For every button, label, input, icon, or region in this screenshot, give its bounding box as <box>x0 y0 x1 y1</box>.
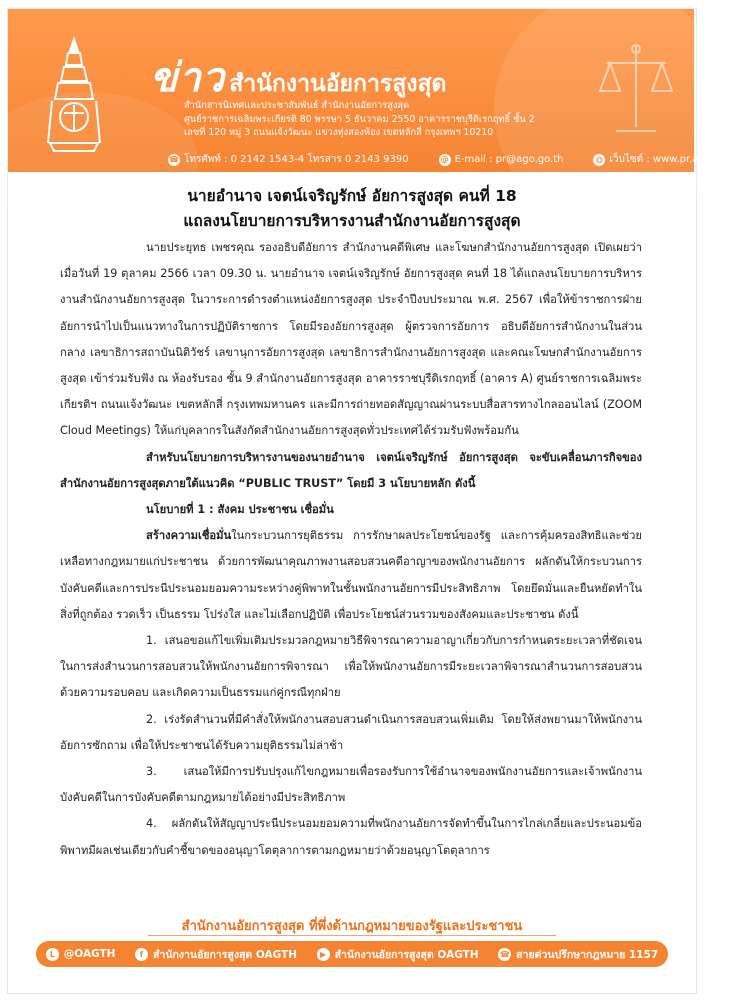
scales-of-justice-icon <box>596 39 676 139</box>
policy-heading <box>60 497 642 523</box>
footer-slogan: สำนักงานอัยการสูงสุด ที่พึ่งด้านกฎหมายของรัฐและประชาชน <box>181 919 523 934</box>
facebook-name[interactable]: สำนักงานอัยการสูงสุด OAGTH <box>153 948 298 961</box>
paragraph-policy-overview <box>60 445 642 497</box>
header-banner <box>8 9 740 172</box>
contact-row <box>168 152 740 167</box>
line-handle[interactable]: @OAGTH <box>63 948 116 960</box>
phone-icon: ☎ <box>499 949 510 959</box>
policy-overview-text: สำหรับนโยบายการบริหารงานของนายอำนาจ เจตน์เจริญรักษ์ อัยการสูงสุด จะขับเคลื่อนภารกิจของสำนักงานอัยการสูงสุดภายใต้แนวคิด “PUBLIC TRUST” โดยมี 3 นโยบายหลัก ดังนี้ <box>60 450 642 490</box>
contact-email[interactable] <box>439 152 564 167</box>
policy-1-title: นโยบายที่ 1 : สังคม ประชาชน เชื่อมั่น <box>146 503 334 517</box>
hotline-text[interactable]: สายด่วนปรึกษากฎหมาย 1157 <box>516 948 659 961</box>
footer-divider <box>148 935 556 936</box>
list-item: 3. เสนอให้มีการปรับปรุงแก้ไขกฎหมายเพื่อรองรับการใช้อำนาจของพนักงานอัยการและเจ้าพนักงานบังคับคดีในการบังคับคดีตามกฎหมายได้อย่างมีประสิทธิภาพ <box>60 765 642 805</box>
brand-news-label: ข่าว <box>150 55 226 101</box>
list-item: 1. เสนอขอแก้ไขเพิ่มเติมประมวลกฎหมายวิธีพิจารณาความอาญาเกี่ยวกับการกำหนดระยะเวลาที่ชัดเจนในการส่งสำนวนการสอบสวนให้พนักงานอัยการพิจารณา เพื่อให้พนักงานอัยการมีระยะเวลาพิจารณาสำนวนการสอบสวนด้วยความรอบคอบ และเกิดความเป็นธรรมแก่คู่กรณีทุกฝ่าย <box>60 634 642 700</box>
headline-line-2: แถลงนโยบายการบริหารงานสำนักงานอัยการสูงสุด <box>183 212 521 230</box>
policy-1-text: ในกระบวนการยุติธรรม การรักษาผลประโยชน์ของรัฐ และการคุ้มครองสิทธิและช่วยเหลือทางกฎหมายแก่ประชาชน ด้วยการพัฒนาคุณภาพงานสอบสวนคดีอาญาของพนักงานอัยการ ผลักดันให้กระบวนการบังคับคดีและการประนีประนอมยอมความระหว่างคู่พิพาทในชั้นพนักงานอัยการมีประสิทธิภาพ โดยยึดมั่นและยืนหยัดทำในสิ่งที่ถูกต้อง รวดเร็ว เป็นธรรม โปร่งใส และไม่เลือกปฏิบัติ เพื่อประโยชน์ส่วนรวมของสังคมและประชาชน ดังนี้ <box>60 529 642 621</box>
contact-website[interactable] <box>593 152 739 167</box>
email-text[interactable]: E-mail : pr@ago.go.th <box>454 154 564 165</box>
youtube-name[interactable]: สำนักงานอัยการสูงสุด OAGTH <box>334 948 479 961</box>
footer-line-account[interactable] <box>46 948 116 961</box>
policy-1-lead: สร้างความเชื่อมั่น <box>146 529 232 543</box>
youtube-icon: ▶ <box>317 948 330 961</box>
office-address <box>184 99 535 140</box>
line-icon: L <box>46 948 59 961</box>
paragraph-policy-1 <box>60 523 642 628</box>
footer-social-bar <box>36 941 668 967</box>
contact-phone <box>168 152 409 167</box>
website-text[interactable]: เว็บไซต์ : www.pr.ago.go.th <box>609 154 740 165</box>
address-line: ศูนย์ราชการเฉลิมพระเกียรติ 80 พรรษา 5 ธันวาคม 2550 อาคารราชบุรีดิเรกฤทธิ์ ชั้น 2 <box>184 113 535 125</box>
list-item: 4. ผลักดันให้สัญญาประนีประนอมยอมความที่พนักงานอัยการจัดทำขึ้นในการไกล่เกลี่ยและประนอมข้อพิพาทมีผลเช่นเดียวกับคำชี้ขาดของอนุญาโตตุลาการตามกฎหมายว่าด้วยอนุญาโตตุลาการ <box>60 817 642 857</box>
list-item: 2. เร่งรัดสำนวนที่มีคำสั่งให้พนักงานสอบสวนดำเนินการสอบสวนเพิ่มเติม โดยให้ส่งพยานมาให้พนักงานอัยการซักถาม เพื่อให้ประชาชนได้รับความยุติธรรมไม่ล่าช้า <box>60 712 642 752</box>
paragraph-intro: นายประยุทธ เพชรคุณ รองอธิบดีอัยการ สำนักงานคดีพิเศษ และโฆษกสำนักงานอัยการสูงสุด เปิดเผยว่า เมื่อวันที่ 19 ตุลาคม 2566 เวลา 09.30 น. นายอำนาจ เจตน์เจริญรักษ์ อัยการสูงสุด คนที่ 18 ได้แถลงนโยบายการบริหารงานสำนักงานอัยการสูงสุด ในวาระการดำรงตำแหน่งอัยการสูงสุด ประจำปีงบประมาณ พ.ศ. 2567 เพื่อให้ข้าราชการฝ่ายอัยการนำไปเป็นแนวทางในการปฏิบัติราชการ โดยมีรองอัยการสูงสุด ผู้ตรวจการอัยการ อธิบดีอัยการสำนักงานในส่วนกลาง เลขาธิการสถาบันนิติวัชร์ เลขานุการอัยการสูงสุด เลขาธิการสำนักงานอัยการสูงสุด และคณะโฆษกสำนักงานอัยการสูงสุด เข้าร่วมรับฟัง ณ ห้องรับรอง ชั้น 9 สำนักงานอัยการสูงสุด อาคารราชบุรีดิเรกฤทธิ์ (อาคาร A) ศูนย์ราชการเฉลิมพระเกียรติฯ ถนนแจ้งวัฒนะ เขตหลักสี่ กรุงเทพมหานคร และมีการถ่ายทอดสัญญาณผ่านระบบสื่อสารทางไกลออนไลน์ (ZOOM Cloud Meetings) ให้แก่บุคลากรในสังกัดสำนักงานอัยการสูงสุดทั่วประเทศได้ร่วมรับฟังพร้อมกัน <box>60 241 642 438</box>
phone-text: โทรศัพท์ : 0 2142 1543-4 โทรสาร 0 2143 9390 <box>184 154 409 165</box>
email-icon: @ <box>440 154 449 164</box>
address-line: เลขที่ 120 หมู่ 3 ถนนแจ้งวัฒนะ แขวงทุ่งสองห้อง เขตหลักสี่ กรุงเทพฯ 10210 <box>184 127 494 138</box>
facebook-icon: f <box>135 948 148 961</box>
footer-youtube[interactable] <box>317 946 479 963</box>
phone-icon: ☎ <box>169 154 179 164</box>
article-body <box>60 235 642 864</box>
ago-emblem-icon <box>38 35 110 155</box>
address-line: สำนักสารนิเทศและประชาสัมพันธ์ สำนักงานอัยการสูงสุด <box>184 100 410 111</box>
footer-hotline[interactable] <box>498 946 658 963</box>
brand-org-name: สำนักงานอัยการสูงสุด <box>229 71 447 97</box>
footer-facebook[interactable] <box>135 946 297 963</box>
globe-icon: ◍ <box>593 154 605 166</box>
headline-line-1: นายอำนาจ เจตน์เจริญรักษ์ อัยการสูงสุด คนที่ 18 <box>187 187 517 205</box>
